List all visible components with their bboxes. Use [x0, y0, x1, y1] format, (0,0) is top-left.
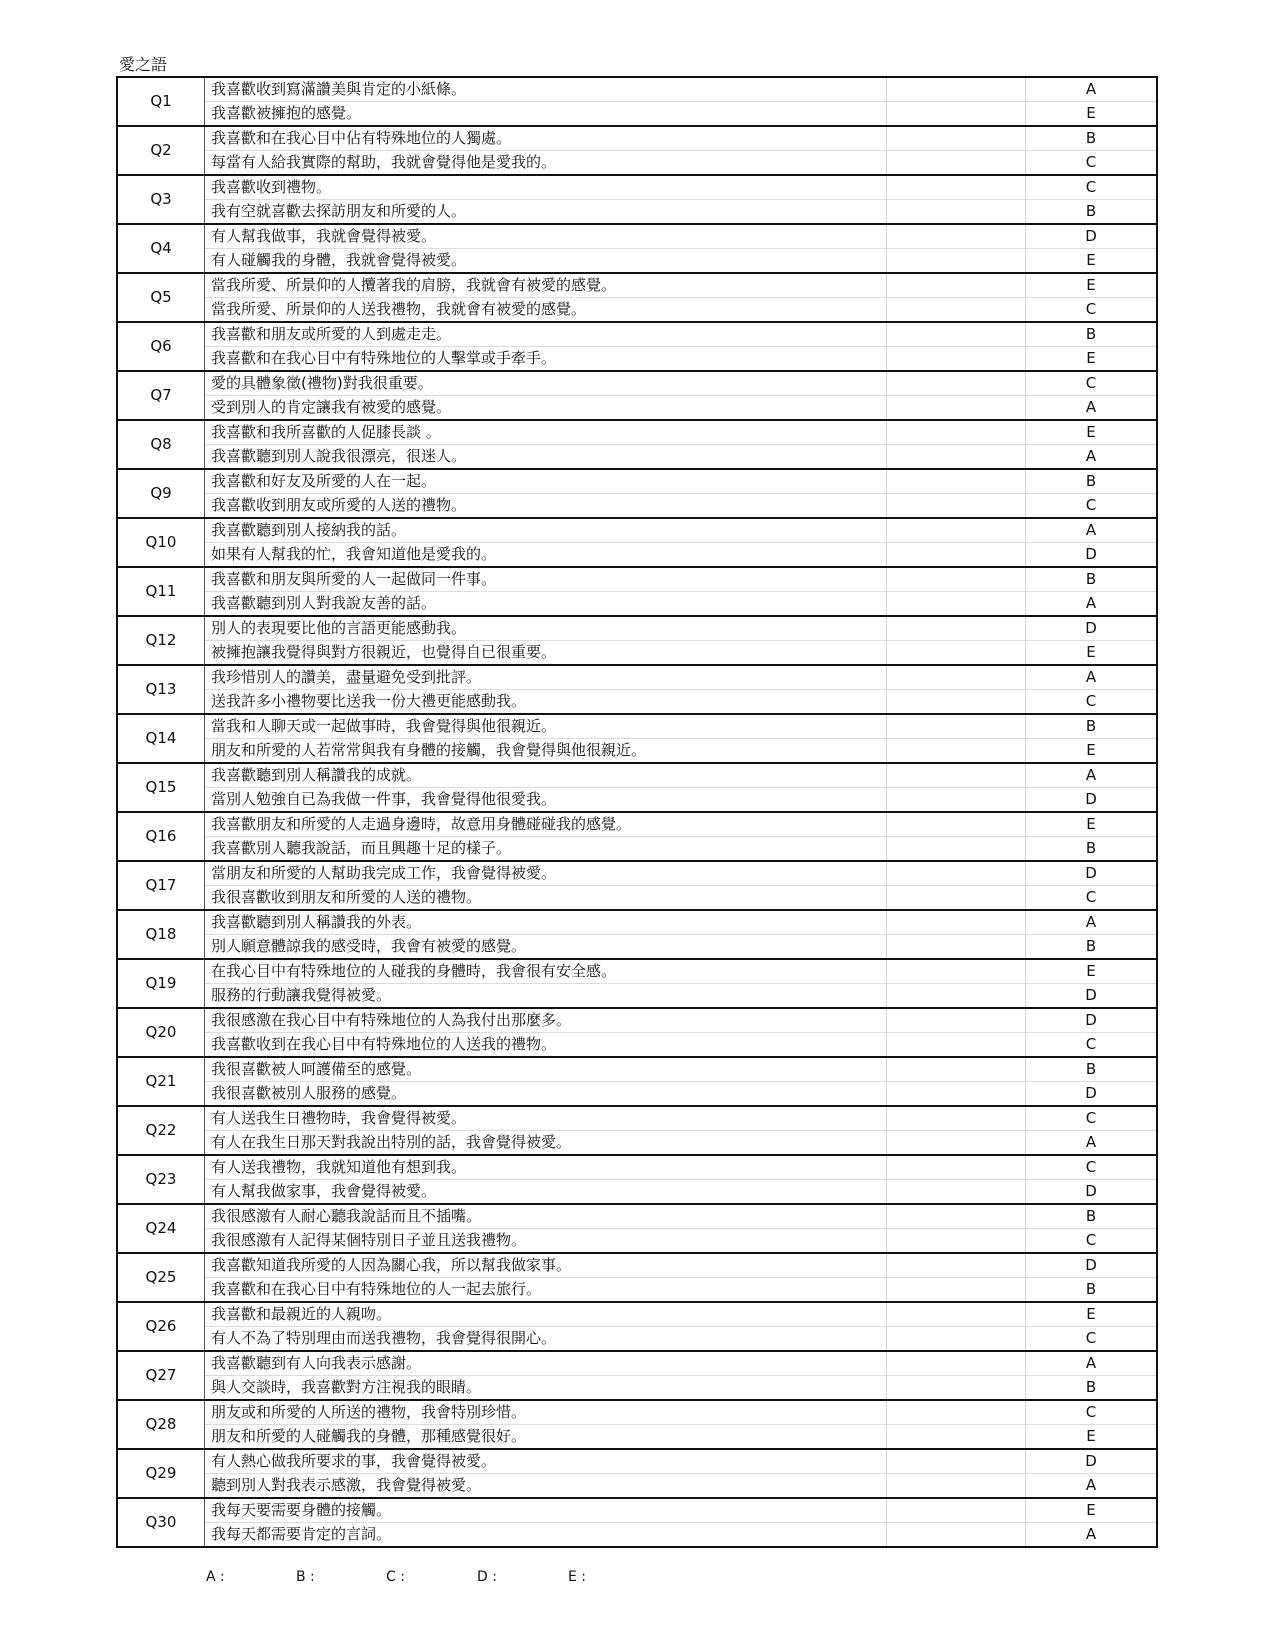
question-number: Q2 — [117, 126, 205, 175]
statement-b: 當別人勉強自已為我做一件事，我會覺得他很愛我。 — [205, 788, 887, 813]
category-a: D — [1026, 1253, 1158, 1278]
category-a: C — [1026, 1400, 1158, 1425]
question-row — [117, 249, 1157, 274]
question-row — [117, 543, 1157, 568]
question-number: Q18 — [117, 910, 205, 959]
answer-blank-a[interactable] — [887, 1057, 1026, 1082]
answer-blank-a[interactable] — [887, 1449, 1026, 1474]
category-a: D — [1026, 861, 1158, 886]
question-row — [117, 273, 1157, 298]
question-number: Q17 — [117, 861, 205, 910]
statement-b: 有人在我生日那天對我說出特別的話，我會覺得被愛。 — [205, 1131, 887, 1156]
question-row — [117, 1302, 1157, 1327]
statement-b: 被擁抱讓我覺得與對方很親近，也覺得自已很重要。 — [205, 641, 887, 666]
statement-a: 我很感激在我心目中有特殊地位的人為我付出那麼多。 — [205, 1008, 887, 1033]
category-b: C — [1026, 151, 1158, 176]
question-row — [117, 1131, 1157, 1156]
answer-blank-a[interactable] — [887, 420, 1026, 445]
statement-a: 我喜歡聽到別人稱讚我的外表。 — [205, 910, 887, 935]
tally-label-c: C : — [386, 1569, 405, 1585]
answer-blank-b[interactable] — [887, 1425, 1026, 1450]
question-number: Q13 — [117, 665, 205, 714]
question-row — [117, 1400, 1157, 1425]
question-row — [117, 151, 1157, 176]
category-b: E — [1026, 249, 1158, 274]
category-a: E — [1026, 812, 1158, 837]
answer-blank-b[interactable] — [887, 739, 1026, 764]
question-row — [117, 1106, 1157, 1131]
category-b: B — [1026, 935, 1158, 960]
category-b: D — [1026, 543, 1158, 568]
category-b: C — [1026, 886, 1158, 911]
category-b: C — [1026, 298, 1158, 323]
answer-blank-b[interactable] — [887, 641, 1026, 666]
category-b: E — [1026, 1425, 1158, 1450]
statement-b: 我喜歡和在我心目中有特殊地位的人一起去旅行。 — [205, 1278, 887, 1303]
category-a: E — [1026, 1498, 1158, 1523]
question-row — [117, 224, 1157, 249]
question-row — [117, 690, 1157, 715]
answer-blank-b[interactable] — [887, 837, 1026, 862]
questionnaire-rows — [117, 77, 1157, 1547]
statement-a: 我喜歡和最親近的人親吻。 — [205, 1302, 887, 1327]
statement-a: 我喜歡和我所喜歡的人促膝長談 。 — [205, 420, 887, 445]
question-number: Q6 — [117, 322, 205, 371]
answer-blank-a[interactable] — [887, 1155, 1026, 1180]
category-a: C — [1026, 1155, 1158, 1180]
category-a: B — [1026, 1204, 1158, 1229]
question-row — [117, 1204, 1157, 1229]
question-number: Q26 — [117, 1302, 205, 1351]
category-a: B — [1026, 1057, 1158, 1082]
statement-b: 有人不為了特別理由而送我禮物，我會覺得很開心。 — [205, 1327, 887, 1352]
statement-b: 我很喜歡收到朋友和所愛的人送的禮物。 — [205, 886, 887, 911]
statement-a: 我喜歡和朋友與所愛的人一起做同一件事。 — [205, 567, 887, 592]
question-row — [117, 763, 1157, 788]
question-number: Q15 — [117, 763, 205, 812]
question-row — [117, 1229, 1157, 1254]
question-row — [117, 1376, 1157, 1401]
statement-a: 我很感激有人耐心聽我說話而且不插嘴。 — [205, 1204, 887, 1229]
answer-blank-b[interactable] — [887, 102, 1026, 127]
question-number: Q12 — [117, 616, 205, 665]
answer-blank-b[interactable] — [887, 200, 1026, 225]
statement-a: 當我和人聊天或一起做事時，我會覺得與他很親近。 — [205, 714, 887, 739]
category-a: B — [1026, 567, 1158, 592]
answer-blank-a[interactable] — [887, 910, 1026, 935]
question-number: Q28 — [117, 1400, 205, 1449]
question-row — [117, 420, 1157, 445]
category-b: A — [1026, 592, 1158, 617]
category-a: B — [1026, 322, 1158, 347]
question-number: Q4 — [117, 224, 205, 273]
category-a: A — [1026, 910, 1158, 935]
question-row — [117, 298, 1157, 323]
question-row — [117, 837, 1157, 862]
statement-b: 別人願意體諒我的感受時，我會有被愛的感覺。 — [205, 935, 887, 960]
question-row — [117, 567, 1157, 592]
category-b: B — [1026, 1278, 1158, 1303]
category-a: C — [1026, 175, 1158, 200]
question-number: Q19 — [117, 959, 205, 1008]
question-number: Q21 — [117, 1057, 205, 1106]
category-a: B — [1026, 714, 1158, 739]
category-a: E — [1026, 273, 1158, 298]
answer-blank-b[interactable] — [887, 1229, 1026, 1254]
statement-b: 我很喜歡被別人服務的感覺。 — [205, 1082, 887, 1107]
question-row — [117, 126, 1157, 151]
answer-blank-a[interactable] — [887, 1400, 1026, 1425]
answer-blank-a[interactable] — [887, 126, 1026, 151]
question-number: Q14 — [117, 714, 205, 763]
question-row — [117, 1180, 1157, 1205]
category-a: B — [1026, 469, 1158, 494]
category-a: E — [1026, 420, 1158, 445]
answer-blank-b[interactable] — [887, 298, 1026, 323]
question-row — [117, 1449, 1157, 1474]
category-b: A — [1026, 445, 1158, 470]
answer-blank-b[interactable] — [887, 1474, 1026, 1499]
answer-blank-b[interactable] — [887, 543, 1026, 568]
answer-blank-a[interactable] — [887, 322, 1026, 347]
category-a: D — [1026, 1449, 1158, 1474]
question-row — [117, 886, 1157, 911]
question-number: Q27 — [117, 1351, 205, 1400]
answer-blank-a[interactable] — [887, 77, 1026, 102]
question-row — [117, 861, 1157, 886]
category-b: B — [1026, 200, 1158, 225]
statement-a: 當我所愛、所景仰的人攬著我的肩膀，我就會有被愛的感覺。 — [205, 273, 887, 298]
answer-blank-a[interactable] — [887, 1253, 1026, 1278]
category-b: C — [1026, 1033, 1158, 1058]
statement-a: 我喜歡知道我所愛的人因為關心我，所以幫我做家事。 — [205, 1253, 887, 1278]
statement-b: 有人幫我做家事，我會覺得被愛。 — [205, 1180, 887, 1205]
statement-b: 我有空就喜歡去探訪朋友和所愛的人。 — [205, 200, 887, 225]
question-number: Q30 — [117, 1498, 205, 1547]
category-b: E — [1026, 739, 1158, 764]
question-row — [117, 984, 1157, 1009]
question-row — [117, 200, 1157, 225]
question-row — [117, 102, 1157, 127]
category-b: A — [1026, 1131, 1158, 1156]
answer-blank-a[interactable] — [887, 1106, 1026, 1131]
statement-b: 每當有人給我實際的幫助，我就會覺得他是愛我的。 — [205, 151, 887, 176]
category-a: B — [1026, 126, 1158, 151]
statement-a: 我珍惜別人的讚美，盡量避免受到批評。 — [205, 665, 887, 690]
answer-blank-a[interactable] — [887, 812, 1026, 837]
statement-a: 我喜歡聽到有人向我表示感謝。 — [205, 1351, 887, 1376]
statement-b: 我喜歡收到朋友或所愛的人送的禮物。 — [205, 494, 887, 519]
category-a: A — [1026, 518, 1158, 543]
answer-blank-b[interactable] — [887, 1033, 1026, 1058]
category-a: D — [1026, 616, 1158, 641]
question-row — [117, 518, 1157, 543]
category-b: E — [1026, 641, 1158, 666]
category-a: E — [1026, 959, 1158, 984]
tally-label-d: D : — [477, 1569, 497, 1585]
category-b: E — [1026, 102, 1158, 127]
category-a: D — [1026, 224, 1158, 249]
answer-blank-b[interactable] — [887, 886, 1026, 911]
question-row — [117, 175, 1157, 200]
category-a: E — [1026, 1302, 1158, 1327]
tally-label-b: B : — [296, 1569, 315, 1585]
question-row — [117, 714, 1157, 739]
answer-blank-b[interactable] — [887, 249, 1026, 274]
question-row — [117, 1082, 1157, 1107]
answer-blank-a[interactable] — [887, 665, 1026, 690]
answer-blank-a[interactable] — [887, 175, 1026, 200]
statement-a: 我喜歡和在我心目中佔有特殊地位的人獨處。 — [205, 126, 887, 151]
question-number: Q11 — [117, 567, 205, 616]
statement-a: 我喜歡聽到別人稱讚我的成就。 — [205, 763, 887, 788]
question-row — [117, 812, 1157, 837]
statement-a: 朋友或和所愛的人所送的禮物，我會特別珍惜。 — [205, 1400, 887, 1425]
statement-a: 我喜歡收到禮物。 — [205, 175, 887, 200]
statement-b: 我喜歡聽到別人說我很漂亮，很迷人。 — [205, 445, 887, 470]
statement-b: 朋友和所愛的人碰觸我的身體，那種感覺很好。 — [205, 1425, 887, 1450]
question-number: Q25 — [117, 1253, 205, 1302]
question-row — [117, 616, 1157, 641]
answer-blank-a[interactable] — [887, 1008, 1026, 1033]
question-row — [117, 1278, 1157, 1303]
statement-b: 我每天都需要肯定的言詞。 — [205, 1523, 887, 1548]
answer-blank-a[interactable] — [887, 273, 1026, 298]
answer-blank-a[interactable] — [887, 469, 1026, 494]
answer-blank-b[interactable] — [887, 1327, 1026, 1352]
question-row — [117, 1523, 1157, 1548]
answer-blank-a[interactable] — [887, 763, 1026, 788]
question-row — [117, 1327, 1157, 1352]
answer-blank-b[interactable] — [887, 494, 1026, 519]
answer-blank-a[interactable] — [887, 567, 1026, 592]
answer-blank-b[interactable] — [887, 1376, 1026, 1401]
question-row — [117, 77, 1157, 102]
question-row — [117, 1351, 1157, 1376]
statement-a: 我喜歡朋友和所愛的人走過身邊時，故意用身體碰碰我的感覺。 — [205, 812, 887, 837]
answer-blank-a[interactable] — [887, 959, 1026, 984]
question-row — [117, 1425, 1157, 1450]
answer-blank-b[interactable] — [887, 1082, 1026, 1107]
answer-blank-b[interactable] — [887, 151, 1026, 176]
category-b: C — [1026, 690, 1158, 715]
statement-b: 我喜歡收到在我心目中有特殊地位的人送我的禮物。 — [205, 1033, 887, 1058]
answer-blank-a[interactable] — [887, 1302, 1026, 1327]
question-row — [117, 1155, 1157, 1180]
category-b: D — [1026, 1082, 1158, 1107]
answer-blank-b[interactable] — [887, 592, 1026, 617]
question-number: Q9 — [117, 469, 205, 518]
questionnaire-table — [116, 76, 1158, 1548]
question-number: Q3 — [117, 175, 205, 224]
question-row — [117, 1033, 1157, 1058]
statement-a: 有人送我生日禮物時，我會覺得被愛。 — [205, 1106, 887, 1131]
statement-a: 我每天要需要身體的接觸。 — [205, 1498, 887, 1523]
answer-blank-b[interactable] — [887, 347, 1026, 372]
question-row — [117, 959, 1157, 984]
statement-b: 如果有人幫我的忙，我會知道他是愛我的。 — [205, 543, 887, 568]
answer-blank-a[interactable] — [887, 714, 1026, 739]
question-number: Q16 — [117, 812, 205, 861]
question-number: Q10 — [117, 518, 205, 567]
question-number: Q1 — [117, 77, 205, 126]
answer-blank-b[interactable] — [887, 788, 1026, 813]
statement-b: 服務的行動讓我覺得被愛。 — [205, 984, 887, 1009]
question-row — [117, 910, 1157, 935]
answer-blank-a[interactable] — [887, 518, 1026, 543]
statement-b: 我喜歡被擁抱的感覺。 — [205, 102, 887, 127]
document-title: 愛之語 — [119, 55, 168, 74]
statement-a: 我喜歡和好友及所愛的人在一起。 — [205, 469, 887, 494]
statement-a: 我喜歡收到寫滿讚美與肯定的小紙條。 — [205, 77, 887, 102]
statement-a: 別人的表現要比他的言語更能感動我。 — [205, 616, 887, 641]
category-b: D — [1026, 788, 1158, 813]
question-row — [117, 665, 1157, 690]
question-row — [117, 1253, 1157, 1278]
answer-blank-b[interactable] — [887, 935, 1026, 960]
statement-a: 有人熱心做我所要求的事，我會覺得被愛。 — [205, 1449, 887, 1474]
category-b: C — [1026, 1229, 1158, 1254]
category-a: A — [1026, 763, 1158, 788]
question-row — [117, 1498, 1157, 1523]
answer-blank-a[interactable] — [887, 224, 1026, 249]
question-row — [117, 739, 1157, 764]
question-number: Q23 — [117, 1155, 205, 1204]
statement-b: 我喜歡聽到別人對我說友善的話。 — [205, 592, 887, 617]
question-row — [117, 1474, 1157, 1499]
category-a: A — [1026, 1351, 1158, 1376]
answer-blank-b[interactable] — [887, 984, 1026, 1009]
question-number: Q5 — [117, 273, 205, 322]
category-b: B — [1026, 1376, 1158, 1401]
question-row — [117, 1008, 1157, 1033]
statement-b: 我喜歡別人聽我說話，而且興趣十足的樣子。 — [205, 837, 887, 862]
category-b: E — [1026, 347, 1158, 372]
category-a: C — [1026, 371, 1158, 396]
statement-a: 我喜歡和朋友或所愛的人到處走走。 — [205, 322, 887, 347]
question-number: Q29 — [117, 1449, 205, 1498]
category-b: A — [1026, 1474, 1158, 1499]
statement-a: 有人送我禮物，我就知道他有想到我。 — [205, 1155, 887, 1180]
question-number: Q8 — [117, 420, 205, 469]
answer-blank-a[interactable] — [887, 616, 1026, 641]
tally-footer — [0, 1569, 1275, 1589]
category-b: C — [1026, 494, 1158, 519]
statement-b: 聽到別人對我表示感激，我會覺得被愛。 — [205, 1474, 887, 1499]
category-b: A — [1026, 1523, 1158, 1548]
statement-a: 當朋友和所愛的人幫助我完成工作，我會覺得被愛。 — [205, 861, 887, 886]
statement-b: 朋友和所愛的人若常常與我有身體的接觸，我會覺得與他很親近。 — [205, 739, 887, 764]
category-a: D — [1026, 1008, 1158, 1033]
answer-blank-a[interactable] — [887, 371, 1026, 396]
statement-b: 與人交談時，我喜歡對方注視我的眼睛。 — [205, 1376, 887, 1401]
statement-b: 我喜歡和在我心目中有特殊地位的人擊掌或手牽手。 — [205, 347, 887, 372]
question-row — [117, 641, 1157, 666]
question-number: Q7 — [117, 371, 205, 420]
statement-a: 我很喜歡被人呵護備至的感覺。 — [205, 1057, 887, 1082]
tally-label-e: E : — [568, 1569, 587, 1585]
question-row — [117, 592, 1157, 617]
statement-b: 我很感激有人記得某個特別日子並且送我禮物。 — [205, 1229, 887, 1254]
question-row — [117, 371, 1157, 396]
category-b: D — [1026, 1180, 1158, 1205]
statement-a: 我喜歡聽到別人接納我的話。 — [205, 518, 887, 543]
answer-blank-b[interactable] — [887, 1523, 1026, 1548]
statement-b: 當我所愛、所景仰的人送我禮物，我就會有被愛的感覺。 — [205, 298, 887, 323]
statement-b: 受到別人的肯定讓我有被愛的感覺。 — [205, 396, 887, 421]
answer-blank-b[interactable] — [887, 1180, 1026, 1205]
question-row — [117, 396, 1157, 421]
answer-blank-b[interactable] — [887, 445, 1026, 470]
statement-a: 愛的具體象徵(禮物)對我很重要。 — [205, 371, 887, 396]
question-number: Q22 — [117, 1106, 205, 1155]
answer-blank-a[interactable] — [887, 1204, 1026, 1229]
category-b: B — [1026, 837, 1158, 862]
statement-a: 在我心目中有特殊地位的人碰我的身體時，我會很有安全感。 — [205, 959, 887, 984]
question-row — [117, 494, 1157, 519]
answer-blank-a[interactable] — [887, 1498, 1026, 1523]
category-b: C — [1026, 1327, 1158, 1352]
question-row — [117, 445, 1157, 470]
question-row — [117, 347, 1157, 372]
question-number: Q24 — [117, 1204, 205, 1253]
question-row — [117, 469, 1157, 494]
question-row — [117, 322, 1157, 347]
question-number: Q20 — [117, 1008, 205, 1057]
category-a: C — [1026, 1106, 1158, 1131]
answer-blank-a[interactable] — [887, 1351, 1026, 1376]
answer-blank-b[interactable] — [887, 396, 1026, 421]
answer-blank-b[interactable] — [887, 1131, 1026, 1156]
answer-blank-b[interactable] — [887, 690, 1026, 715]
answer-blank-a[interactable] — [887, 861, 1026, 886]
tally-label-a: A : — [206, 1569, 225, 1585]
statement-b: 有人碰觸我的身體，我就會覺得被愛。 — [205, 249, 887, 274]
question-row — [117, 935, 1157, 960]
question-row — [117, 1057, 1157, 1082]
category-b: D — [1026, 984, 1158, 1009]
statement-a: 有人幫我做事，我就會覺得被愛。 — [205, 224, 887, 249]
category-b: A — [1026, 396, 1158, 421]
answer-blank-b[interactable] — [887, 1278, 1026, 1303]
statement-b: 送我許多小禮物要比送我一份大禮更能感動我。 — [205, 690, 887, 715]
category-a: A — [1026, 665, 1158, 690]
category-a: A — [1026, 77, 1158, 102]
question-row — [117, 788, 1157, 813]
